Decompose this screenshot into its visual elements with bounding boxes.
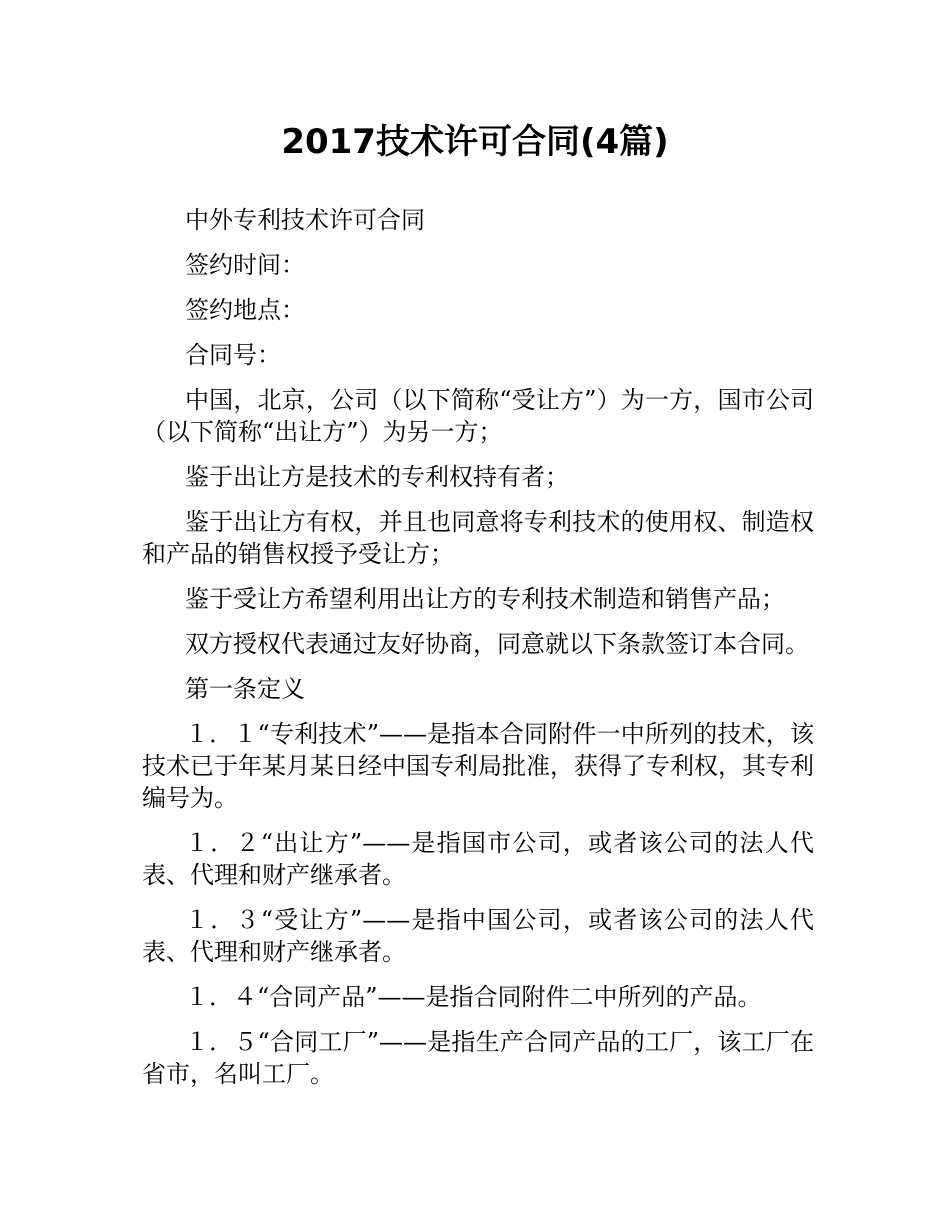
definition-1-5: １．５“合同工厂”——是指生产合同产品的工厂，该工厂在省市，名叫工厂。 bbox=[142, 1028, 814, 1088]
contract-number-paragraph: 合同号： bbox=[185, 341, 281, 369]
document-body bbox=[142, 204, 814, 1103]
whereas-paragraph-3: 鉴于受让方希望利用出让方的专利技术制造和销售产品； bbox=[185, 585, 785, 613]
agreement-paragraph: 双方授权代表通过友好协商，同意就以下条款签订本合同。 bbox=[185, 630, 809, 658]
whereas-paragraph-1: 鉴于出让方是技术的专利权持有者； bbox=[185, 463, 569, 491]
signing-time-paragraph: 签约时间： bbox=[185, 251, 305, 279]
definition-1-2: １．２“出让方”——是指国市公司，或者该公司的法人代表、代理和财产继承者。 bbox=[142, 829, 814, 889]
contract-name-paragraph: 中外专利技术许可合同 bbox=[185, 206, 425, 234]
definition-1-3: １．３“受让方”——是指中国公司，或者该公司的法人代表、代理和财产继承者。 bbox=[142, 906, 814, 966]
article-one-heading: 第一条定义 bbox=[185, 675, 305, 703]
definition-1-1: １．１“专利技术”——是指本合同附件一中所列的技术，该技术已于年某月某日经中国专利局批准，获得了专利权，其专利编号为。 bbox=[142, 720, 814, 812]
signing-place-paragraph: 签约地点： bbox=[185, 296, 305, 324]
whereas-paragraph-2: 鉴于出让方有权，并且也同意将专利技术的使用权、制造权和产品的销售权授予受让方； bbox=[142, 508, 814, 568]
definition-1-4: １．４“合同产品”——是指合同附件二中所列的产品。 bbox=[185, 983, 762, 1011]
document-title: 2017技术许可合同(4篇) bbox=[281, 122, 669, 162]
parties-paragraph: 中国，北京，公司（以下简称“受让方”）为一方，国市公司（以下简称“出让方”）为另一方； bbox=[142, 386, 814, 446]
